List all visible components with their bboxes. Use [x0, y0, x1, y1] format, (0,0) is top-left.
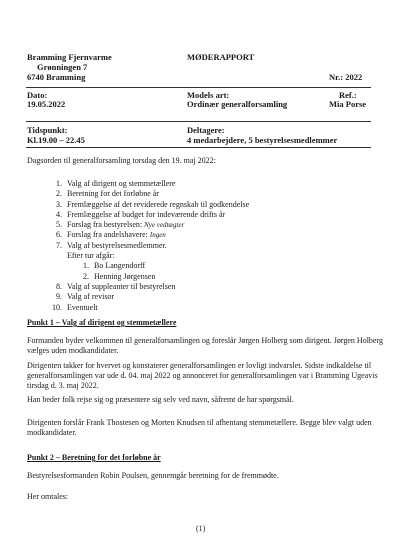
agenda-item: 9. Valg af revisor	[56, 292, 115, 302]
section-1-paragraph: Formanden byder velkommen til generalforsamlingen og foreslår Jørgen Holberg som dirigent. Jørgen Holberg vælges uden modkandidater.	[27, 336, 383, 355]
time-label: Tidspunkt:	[27, 125, 68, 135]
type-value: Ordinær generalforsamling	[187, 99, 288, 109]
agenda-sub-item: 2. Henning Jørgensen	[83, 271, 156, 281]
date-label: Dato:	[27, 90, 48, 100]
agenda-intro: Dagsorden til generalforsamling torsdag den 19. maj 2022:	[27, 156, 216, 165]
date-value: 19.05.2022	[27, 99, 66, 109]
agenda-item: 2. Beretning for det forløbne år	[56, 189, 159, 199]
attendees-label: Deltagere:	[187, 125, 225, 135]
agenda-note: Nye vedtægter	[144, 221, 185, 230]
type-label: Models art:	[187, 90, 230, 100]
agenda-list	[49, 179, 349, 313]
divider-middle	[26, 121, 371, 122]
ref-label: Ref.:	[339, 90, 357, 100]
org-street: Grønningen 7	[37, 62, 88, 72]
agenda-item: 10. Eventuelt	[52, 302, 98, 312]
section-1-heading: Punkt 1 – Valg af dirigent og stemmetællere	[27, 318, 177, 327]
divider-top	[26, 87, 371, 88]
agenda-item: 7. Valg af bestyrelsesmedlemmer.	[56, 240, 167, 250]
section-2-paragraph: Her omtales:	[27, 492, 69, 501]
page-number: (1)	[196, 524, 206, 533]
section-1-paragraph: Dirigenten forslår Frank Thostesen og Morten Knudsen til afhentang stemmetællere. Begge blev valgt uden modkandidater.	[27, 418, 372, 437]
agenda-sub-intro: Efter tur afgår:	[67, 251, 115, 261]
section-2-heading: Punkt 2 – Beretning for det forløbne år	[27, 453, 161, 462]
report-number: Nr.: 2022	[329, 72, 363, 82]
org-city: 6740 Bramming	[27, 72, 86, 82]
time-value: Kl.19.00 – 22.45	[27, 135, 85, 145]
agenda-item: 8. Valg af suppleanter til bestyrelsen	[56, 281, 176, 291]
agenda-item: 4. Fremlæggelse af budget for indeværende drifts år	[56, 209, 226, 219]
org-name: Bramming Fjernvarme	[27, 52, 112, 62]
attendees-value: 4 medarbejdere, 5 bestyrelsesmedlemmer	[187, 135, 338, 145]
agenda-note: Ingen	[149, 231, 166, 240]
agenda-item: 5. Forslag fra bestyrelsen: Nye vedtægter	[56, 220, 185, 230]
ref-value: Mia Porse	[329, 99, 367, 109]
agenda-item: 3. Fremlæggelse af det reviderede regnskab til godkendelse	[56, 199, 250, 209]
section-1-paragraph: Han beder folk rejse sig og præsentere sig selv ved navn, såfremt de har spørgsmål.	[27, 395, 294, 404]
agenda-item: 6. Forslag fra andelshavere: Ingen	[56, 230, 166, 240]
section-1-paragraph: Dirigenten takker for hvervet og konstaterer generalforsamlingen er lovligt indvarslet. Sidste indkaldelse til generalforsamlingen var ude d. 04. maj 2022 og annonceret for generalforsamlingen var i Bramming Ugeavis tirsdag d. 3. maj 2022.	[27, 361, 378, 390]
divider-bottom	[26, 147, 371, 148]
agenda-item: 1. Valg af dirigent og stemmetællere	[56, 179, 176, 188]
agenda-sub-item: 1. Bo Langendorff	[83, 261, 146, 271]
report-title: MØDERAPPORT	[187, 52, 255, 62]
section-2-paragraph: Bestyrelsesformanden Robin Poulsen, gennemgår beretning for de fremmødte.	[27, 471, 279, 480]
